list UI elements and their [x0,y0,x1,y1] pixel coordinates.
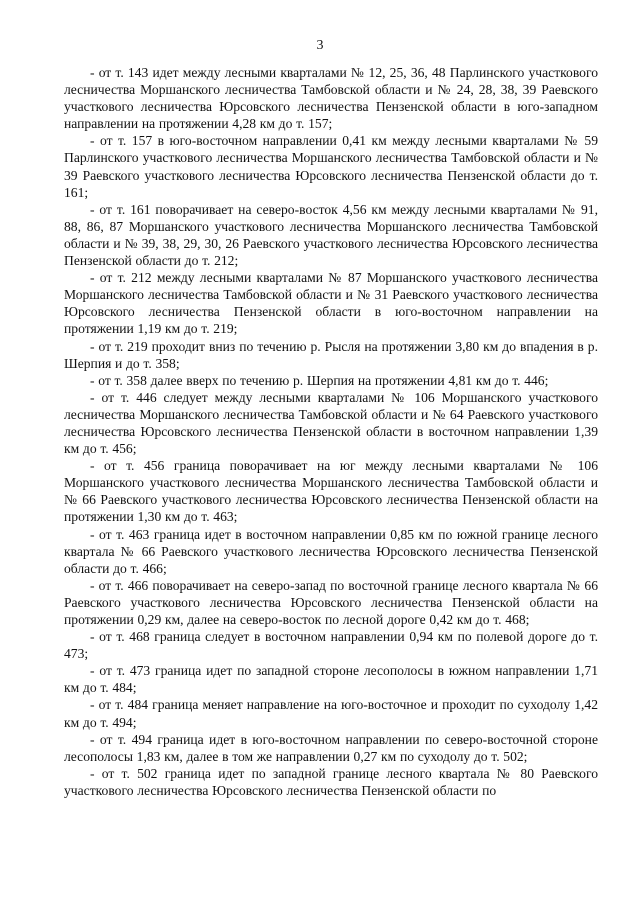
paragraph: - от т. 456 граница поворачивает на юг между лесными кварталами № 106 Моршанского участкового лесничества Моршанского лесничества Тамбовской области и № 66 Раевского участкового лесничества Юрсовского лесничества Пензенской области на протяжении 1,30 км до т. 463; [64,458,598,525]
paragraph: - от т. 463 граница идет в восточном направлении 0,85 км по южной границе лесного квартала № 66 Раевского участкового лесничества Юрсовского лесничества Пензенской области до т. 466; [64,526,598,576]
page-number: 3 [316,38,324,53]
paragraph: - от т. 446 следует между лесными кварталами № 106 Моршанского участкового лесничества Моршанского лесничества Тамбовской области и № 64 Раевского участкового лесничества Юрсовского лесничества Пензенской области в восточном направлении 1,39 км до т. 456; [64,389,598,457]
document-body [64,64,598,799]
paragraph: - от т. 473 граница идет по западной стороне лесополосы в южном направлении 1,71 км до т. 484; [64,663,598,696]
paragraph: - от т. 502 граница идет по западной границе лесного квартала № 80 Раевского участкового лесничества Юрсовского лесничества Пензенской области по [64,765,598,798]
paragraph: - от т. 157 в юго-восточном направлении 0,41 км между лесными кварталами № 59 Парлинского участкового лесничества Моршанского лесничества Тамбовской области и № 39 Раевского участкового лесничества Юрсовского лесничества Пензенской области до т. 161; [64,133,598,200]
paragraph: - от т. 466 поворачивает на северо-запад по восточной границе лесного квартала № 66 Раевского участкового лесничества Юрсовского лесничества Пензенской области на протяжении 0,29 км, далее на северо-восток по лесной дороге 0,42 км до т. 468; [64,577,598,627]
paragraph: - от т. 143 идет между лесными кварталами № 12, 25, 36, 48 Парлинского участкового лесничества Моршанского лесничества Тамбовской области и № 24, 28, 38, 39 Раевского участкового лесничества Юрсовского лесничества Пензенской области в юго-западном направлении на протяжении 4,28 км до т. 157; [64,65,598,132]
paragraph: - от т. 161 поворачивает на северо-восток 4,56 км между лесными кварталами № 91, 88, 86, 87 Моршанского участкового лесничества Моршанского лесничества Тамбовской области и № 39, 38, 29, 30, 26 Раевского участкового лесничества Юрсовского лесничества Пензенской области до т. 212; [64,201,598,269]
paragraph: - от т. 358 далее вверх по течению р. Шерпия на протяжении 4,81 км до т. 446; [90,372,549,388]
paragraph: - от т. 212 между лесными кварталами № 87 Моршанского участкового лесничества Моршанского лесничества Тамбовской области и № 31 Раевского участкового лесничества Юрсовского лесничества Пензенской области в юго-восточном направлении на протяжении 1,19 км до т. 219; [64,270,598,337]
paragraph: - от т. 484 граница меняет направление на юго-восточное и проходит по суходолу 1,42 км до т. 494; [64,697,598,730]
paragraph: - от т. 468 граница следует в восточном направлении 0,94 км по полевой дороге до т. 473; [64,629,598,662]
paragraph: - от т. 219 проходит вниз по течению р. Рысля на протяжении 3,80 км до впадения в р. Шерпия и до т. 358; [64,338,598,371]
paragraph: - от т. 494 граница идет в юго-восточном направлении по северо-восточной стороне лесополосы 1,83 км, далее в том же направлении 0,27 км по суходолу до т. 502; [64,731,598,764]
